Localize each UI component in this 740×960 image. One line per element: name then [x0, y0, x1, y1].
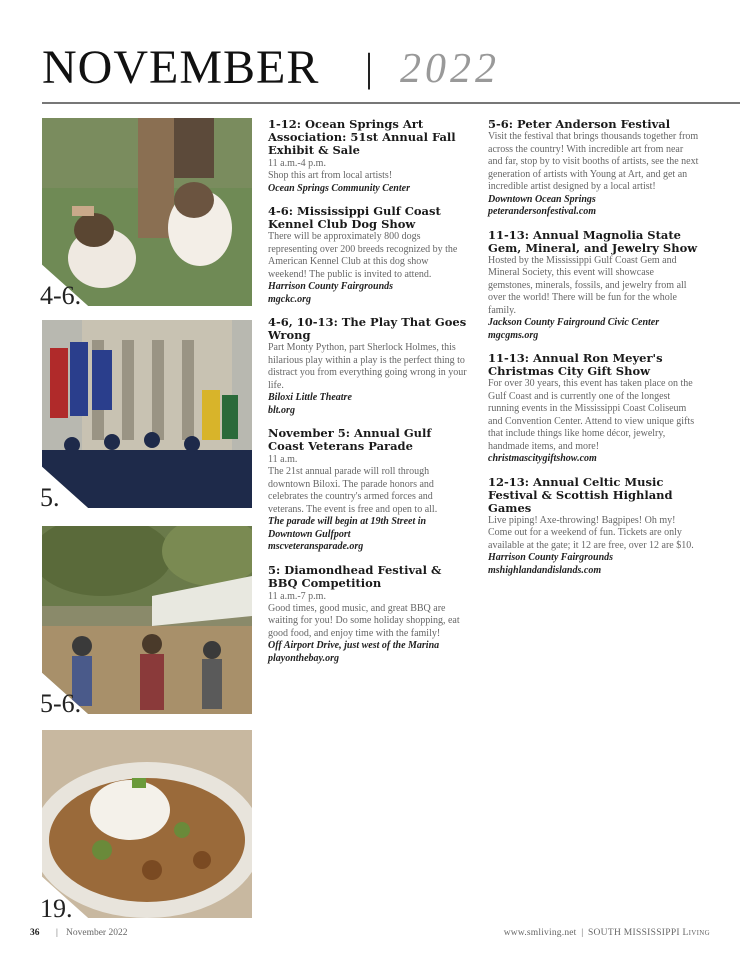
- event-time: 11 a.m.-4 p.m.: [268, 158, 326, 169]
- event-title: 11-13: Annual Ron Meyer's Christmas City Gift Show: [488, 351, 663, 378]
- event-description: Good times, good music, and great BBQ are waiting for you! Do some holiday shopping, eat good food, and enjoy time with the family!: [268, 602, 460, 639]
- footer-right: [504, 928, 710, 938]
- event-venue: Jackson County Fairground Civic Center: [488, 317, 660, 328]
- event-venue: Off Airport Drive, just west of the Marina: [268, 640, 440, 651]
- events-column-1: [268, 118, 468, 675]
- event-description: For over 30 years, this event has taken place on the Gulf Coast and is currently one of the longest running events in the Mississippi Coast Coliseum and Convention Center. Attend to view unique gifts that include things like home décor, jewelry, handmade items, and more!: [488, 378, 695, 452]
- event-entry: [488, 229, 700, 343]
- event-venue: Biloxi Little Theatre: [268, 392, 352, 403]
- bbq-food-photo: [42, 730, 252, 918]
- event-url[interactable]: mscveteransparade.org: [268, 541, 364, 552]
- event-entry: [268, 564, 468, 666]
- event-venue: Downtown Ocean Springs: [488, 193, 596, 205]
- events-column-2: [488, 118, 700, 587]
- year-title: 2022: [400, 46, 500, 92]
- event-description: Part Monty Python, part Sherlock Holmes, this hilarious play within a play is the perfect thing to distract you from everything going wrong in your life.: [268, 342, 467, 391]
- issue-date: November 2022: [66, 928, 128, 938]
- event-url[interactable]: mgcgms.org: [488, 329, 539, 341]
- event-title: 4-6: Mississippi Gulf Coast Kennel Club Dog Show: [268, 204, 441, 231]
- event-title: 11-13: Annual Magnolia State Gem, Mineral, and Jewelry Show: [488, 227, 698, 255]
- footer-site-separator: |: [581, 928, 584, 938]
- event-url[interactable]: peterandersonfestival.com: [488, 206, 597, 217]
- event-title: 5: Diamondhead Festival & BBQ Competition: [268, 562, 442, 590]
- website-link[interactable]: www.smliving.net: [503, 928, 577, 938]
- title-separator: |: [365, 45, 374, 90]
- event-entry: [268, 427, 468, 554]
- event-venue: Harrison County Fairgrounds: [268, 281, 394, 292]
- event-venue: Harrison County Fairgrounds: [488, 552, 614, 563]
- event-title: 5-6: Peter Anderson Festival: [488, 117, 671, 131]
- event-venue: Ocean Springs Community Center: [268, 182, 410, 194]
- photo-number-3: 5-6.: [40, 689, 82, 718]
- dog-show-photo: [42, 118, 252, 306]
- header-rule: [42, 102, 740, 104]
- event-title: 4-6, 10-13: The Play That Goes Wrong: [268, 315, 467, 342]
- event-url[interactable]: christmascitygiftshow.com: [488, 453, 597, 464]
- footer-separator: |: [56, 928, 58, 938]
- event-entry: [268, 205, 468, 306]
- photo-number-2: 5.: [40, 483, 60, 512]
- festival-crowd-photo: [42, 526, 252, 714]
- event-description: Visit the festival that brings thousands together from across the country! With incredible art from near and far, stop by to visit booths of artists, see the next generation of artists with Young at Art, and get an incredible artist designed by a local artist!: [488, 131, 699, 192]
- event-entry: [488, 118, 700, 219]
- magazine-name: SOUTH MISSISSIPPI Living: [587, 928, 710, 938]
- event-url[interactable]: mshighlandandislands.com: [488, 564, 602, 576]
- event-description: Shop this art from local artists!: [268, 170, 393, 181]
- event-time: 11 a.m.-7 p.m.: [268, 590, 326, 602]
- photo-number-4: 19.: [40, 894, 73, 923]
- event-description: The 21st annual parade will roll through downtown Biloxi. The parade honors and celebrates the country's armed forces and veterans. The event is free and open to all.: [268, 466, 438, 515]
- event-description: Hosted by the Mississippi Gulf Coast Gem and Mineral Society, this event will showcase gemstones, minerals, fossils, and jewelry from all over the world! There will be fun for the whole family.: [488, 254, 687, 316]
- page-footer: [30, 928, 710, 944]
- event-url[interactable]: blt.org: [268, 404, 295, 416]
- event-description: There will be approximately 800 dogs representing over 200 breeds recognized by the American Kennel Club at this dog show weekend! The public is invited to attend.: [268, 231, 458, 280]
- event-url[interactable]: playonthebay.org: [268, 652, 340, 664]
- photo-number-1: 4-6.: [40, 281, 82, 310]
- masthead: [42, 40, 692, 100]
- event-url[interactable]: mgckc.org: [268, 293, 312, 305]
- month-title: NOVEMBER: [42, 41, 320, 94]
- veterans-parade-photo: [42, 320, 252, 508]
- event-description: Live piping! Axe-throwing! Bagpipes! Oh my! Come out for a weekend of fun. Tickets are only available at the gate; it 12 are free, over 12 are $10.: [488, 514, 694, 551]
- event-entry: [488, 352, 700, 466]
- page-number: 36: [30, 928, 40, 938]
- event-title: 12-13: Annual Celtic Music Festival & Scottish Highland Games: [488, 474, 673, 515]
- event-entry: [488, 476, 700, 578]
- event-title: 1-12: Ocean Springs Art Association: 51st Annual Fall Exhibit & Sale: [268, 117, 456, 157]
- event-time: 11 a.m.: [268, 454, 298, 465]
- event-entry: [268, 118, 468, 195]
- event-venue: The parade will begin at 19th Street in Downtown Gulfport: [268, 516, 427, 540]
- event-entry: [268, 316, 468, 417]
- event-title: November 5: Annual Gulf Coast Veterans Parade: [268, 426, 432, 453]
